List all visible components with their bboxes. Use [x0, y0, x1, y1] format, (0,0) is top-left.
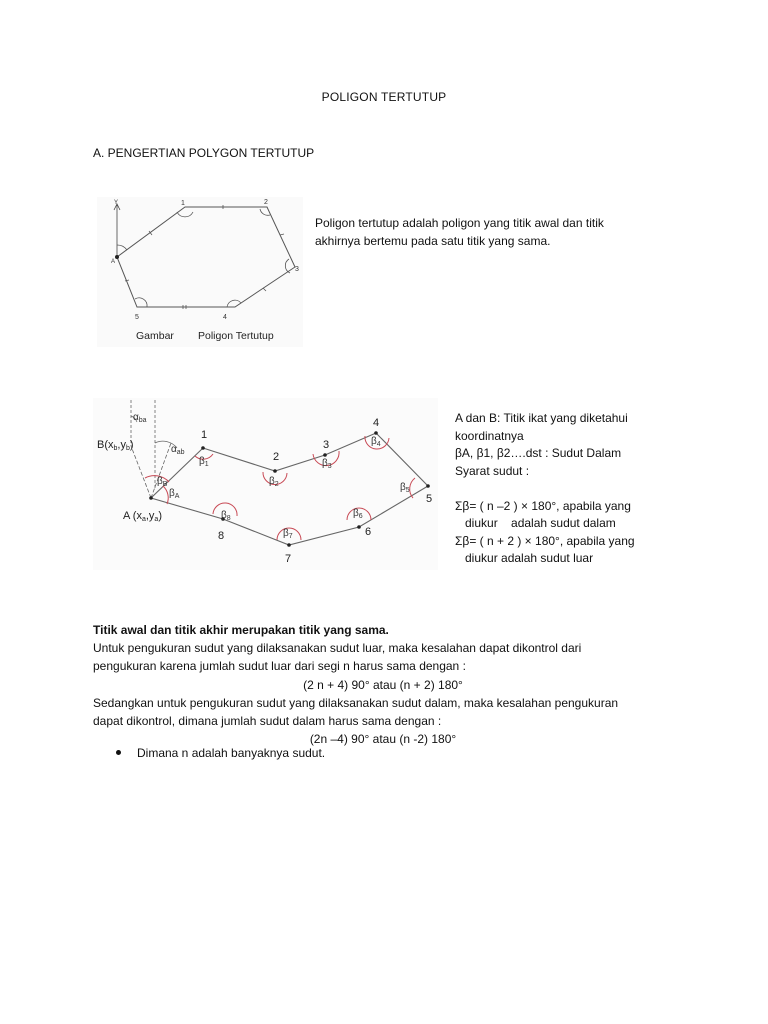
- condition-line: diukur adalah sudut luar: [455, 551, 594, 565]
- body-text: [93, 621, 673, 748]
- point-6-label: 6: [365, 526, 372, 538]
- condition-line: koordinatnya: [455, 428, 524, 443]
- condition-line: Syarat sudut :: [455, 463, 530, 478]
- point-4-label: 4: [373, 417, 380, 429]
- beta-6-label: $\beta_6$: [353, 508, 363, 520]
- condition-line: Σβ= ( n + 2 ) × 180°, apabila yang: [455, 533, 635, 548]
- closed-polygon-figure: [95, 195, 305, 350]
- section-heading: A. PENGERTIAN POLYGON TERTUTUP: [93, 146, 315, 160]
- beta-8-label: $\beta_8$: [221, 510, 231, 522]
- page-title: POLIGON TERTUTUP: [321, 90, 447, 104]
- formula-inner: (2n –4) 90° atau (n -2) 180°: [309, 732, 457, 747]
- definition-line: akhirnya bertemu pada satu titik yang sama.: [315, 233, 551, 248]
- beta-a-label: $\beta_A$: [169, 488, 180, 500]
- beta-1-label: $\beta_1$: [199, 456, 209, 468]
- condition-line: diukur adalah sudut dalam: [455, 516, 616, 530]
- body-line: Sedangkan untuk pengukuran sudut yang dilaksanakan sudut dalam, maka kesalahan pengukuran: [93, 695, 619, 710]
- point-a-label: A: [111, 259, 116, 265]
- body-line: Untuk pengukuran sudut yang dilaksanakan sudut luar, maka kesalahan dapat dikontrol dari: [93, 641, 582, 656]
- beta-3-label: $\beta_3$: [322, 458, 332, 470]
- beta-4-label: $\beta_4$: [371, 436, 381, 448]
- caption-gambar: Gambar: [136, 330, 174, 342]
- point-8-label: 8: [218, 530, 225, 542]
- point-a-label: A (xa,ya): [123, 510, 162, 523]
- formula-outer: (2 n + 4) 90° atau (n + 2) 180°: [303, 677, 463, 692]
- bullet-text: Dimana n adalah banyaknya sudut.: [137, 746, 326, 760]
- north-label: Y: [114, 200, 119, 206]
- point-3-label: 3: [295, 266, 299, 273]
- beta-7-label: $\beta_7$: [283, 528, 293, 540]
- body-line: Titik awal dan titik akhir merupakan titik yang sama.: [93, 623, 389, 637]
- polygon-angle-figure: [93, 398, 438, 570]
- definition-paragraph: [315, 215, 675, 250]
- point-5-label: 5: [135, 314, 139, 321]
- alpha-ab-label: $\alpha_{ab}$: [171, 444, 185, 456]
- body-line: dapat dikontrol, dimana jumlah sudut dalam harus sama dengan :: [93, 714, 442, 729]
- point-1-label: 1: [201, 429, 208, 441]
- bullet-item: [116, 746, 325, 760]
- point-3-label: 3: [323, 439, 330, 451]
- point-2-label: 2: [273, 451, 280, 463]
- beta-5-label: $\beta_5$: [400, 482, 410, 494]
- point-5-label: 5: [426, 493, 433, 505]
- beta-2-label: $\beta_2$: [269, 476, 279, 488]
- definition-line: Poligon tertutup adalah poligon yang titik awal dan titik: [315, 216, 604, 230]
- point-2-label: 2: [264, 199, 268, 206]
- bullet-dot: [116, 750, 121, 755]
- beta-b-label: $\beta_B$: [157, 476, 168, 488]
- body-line: pengukuran karena jumlah sudut luar dari segi n harus sama dengan :: [93, 659, 466, 674]
- condition-spacer: [455, 480, 695, 498]
- condition-line: Σβ= ( n –2 ) × 180°, apabila yang: [455, 498, 631, 513]
- point-b-label: B(xb,yb): [97, 439, 134, 452]
- alpha-ba-label: $\alpha_{ba}$: [133, 412, 147, 424]
- point-4-label: 4: [223, 314, 227, 321]
- point-7-label: 7: [285, 553, 292, 565]
- condition-line: βA, β1, β2….dst : Sudut Dalam: [455, 446, 622, 460]
- point-1-label: 1: [181, 200, 185, 207]
- angle-conditions-paragraph: [455, 410, 695, 568]
- condition-line: A dan B: Titik ikat yang diketahui: [455, 411, 628, 425]
- caption-polygon: Poligon Tertutup: [198, 330, 274, 342]
